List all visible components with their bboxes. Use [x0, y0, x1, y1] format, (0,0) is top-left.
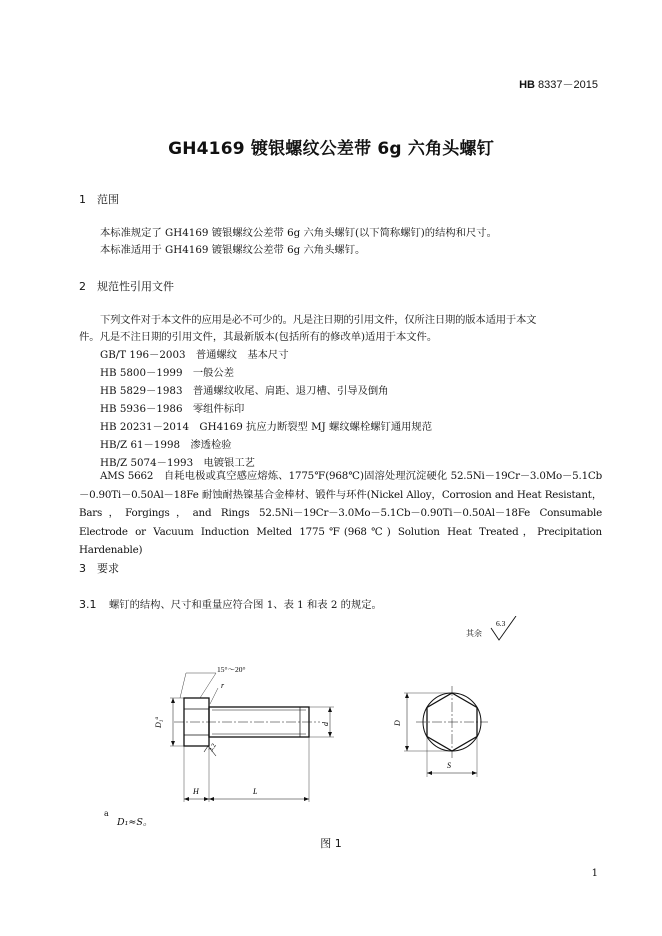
refs-intro-line-2: 件。凡是不注日期的引用文件，其最新版本(包括所有的修改单)适用于本文件。: [79, 331, 438, 343]
clause-number: 3.1: [79, 598, 97, 611]
section-2-heading: [79, 278, 174, 294]
standard-code: [519, 76, 598, 92]
bolt-drawing: [150, 660, 490, 810]
radius-label: r: [221, 681, 225, 690]
footnote-text: D₁≈S。: [117, 817, 153, 828]
footnote-marker: a: [104, 809, 109, 818]
clause-text: 螺钉的结构、尺寸和重量应符合图 1、表 1 和表 2 的规定。: [109, 599, 382, 611]
section-number: 3: [79, 562, 86, 575]
section-title: 规范性引用文件: [97, 280, 174, 293]
section-number: 1: [79, 193, 86, 206]
reference-item: HB 5936－1986 零组件标印: [100, 403, 245, 415]
reference-item: HB/Z 5074－1993 电镀银工艺: [100, 457, 255, 469]
roughness-symbol: [490, 616, 524, 646]
roughness-check-icon: [490, 616, 524, 642]
refs-intro-line-1: 下列文件对于本文件的应用是必不可少的。凡是注日期的引用文件，仅所注日期的版本适用于本文: [100, 314, 537, 326]
scope-paragraph-1: 本标准规定了 GH4169 镀银螺纹公差带 6g 六角头螺钉(以下简称螺钉)的结构和尺寸。: [100, 227, 497, 239]
standard-number: 8337－2015: [535, 79, 598, 91]
figure-1-drawing: [150, 660, 490, 814]
circle-diameter-label: D: [393, 720, 402, 726]
section-3-heading: [79, 560, 119, 576]
length-label: L: [253, 787, 258, 796]
reference-item: HB 20231－2014 GH4169 抗应力断裂型 MJ 螺纹螺栓螺钉通用规范: [100, 421, 433, 433]
roughness-label: 其余: [466, 629, 482, 638]
document-title: GH4169 镀银螺纹公差带 6g 六角头螺钉: [168, 139, 494, 159]
reference-item: HB/Z 61－1998 渗透检验: [100, 439, 232, 451]
across-flats-label: S: [447, 761, 451, 770]
section-1-heading: [79, 191, 119, 207]
thread-diameter-label: d: [321, 722, 330, 726]
roughness-value: 6.3: [496, 619, 506, 628]
head-height-label: H: [193, 787, 199, 796]
reference-item-ams: AMS 5662 自耗电极或真空感应熔炼、1775℉(968℃)固溶处理沉淀硬化 52.5Ni－19Cr－3.0Mo－5.1Cb－0.90Ti－0.50Al－18Fe 耐蚀耐热镍基合金棒材、锻件与环件(Nickel Alloy，Corrosion and Heat Resistant，Bars，Forgings，and Rings 52.5Ni－19Cr－3.0Mo－5.1Cb－0.90Ti－0.50Al－18Fe Consumable Electrode or Vacuum Induction Melted 1775℉(968℃) Solution Heat Treated，Precipitation Hardenable): [79, 470, 602, 556]
reference-item: GB/T 196－2003 普通螺纹 基本尺寸: [100, 349, 289, 361]
section-number: 2: [79, 280, 86, 293]
scope-paragraph-2: 本标准适用于 GH4169 镀银螺纹公差带 6g 六角头螺钉。: [100, 244, 366, 256]
reference-item: HB 5829－1983 普通螺纹收尾、肩距、退刀槽、引导及倒角: [100, 385, 389, 397]
reference-item: HB 5800－1999 一般公差: [100, 367, 235, 379]
angle-label: 15°～20°: [217, 665, 246, 674]
head-diameter-label: $D_1^a$: [154, 716, 165, 728]
section-title: 范围: [97, 193, 119, 206]
figure-caption: 图 1: [320, 837, 342, 850]
clause-3-1: [79, 596, 382, 611]
standard-prefix: HB: [519, 79, 535, 91]
section-title: 要求: [97, 562, 119, 575]
page-number: 1: [591, 868, 598, 879]
roughness-3-2-label: 3.2: [207, 742, 218, 753]
